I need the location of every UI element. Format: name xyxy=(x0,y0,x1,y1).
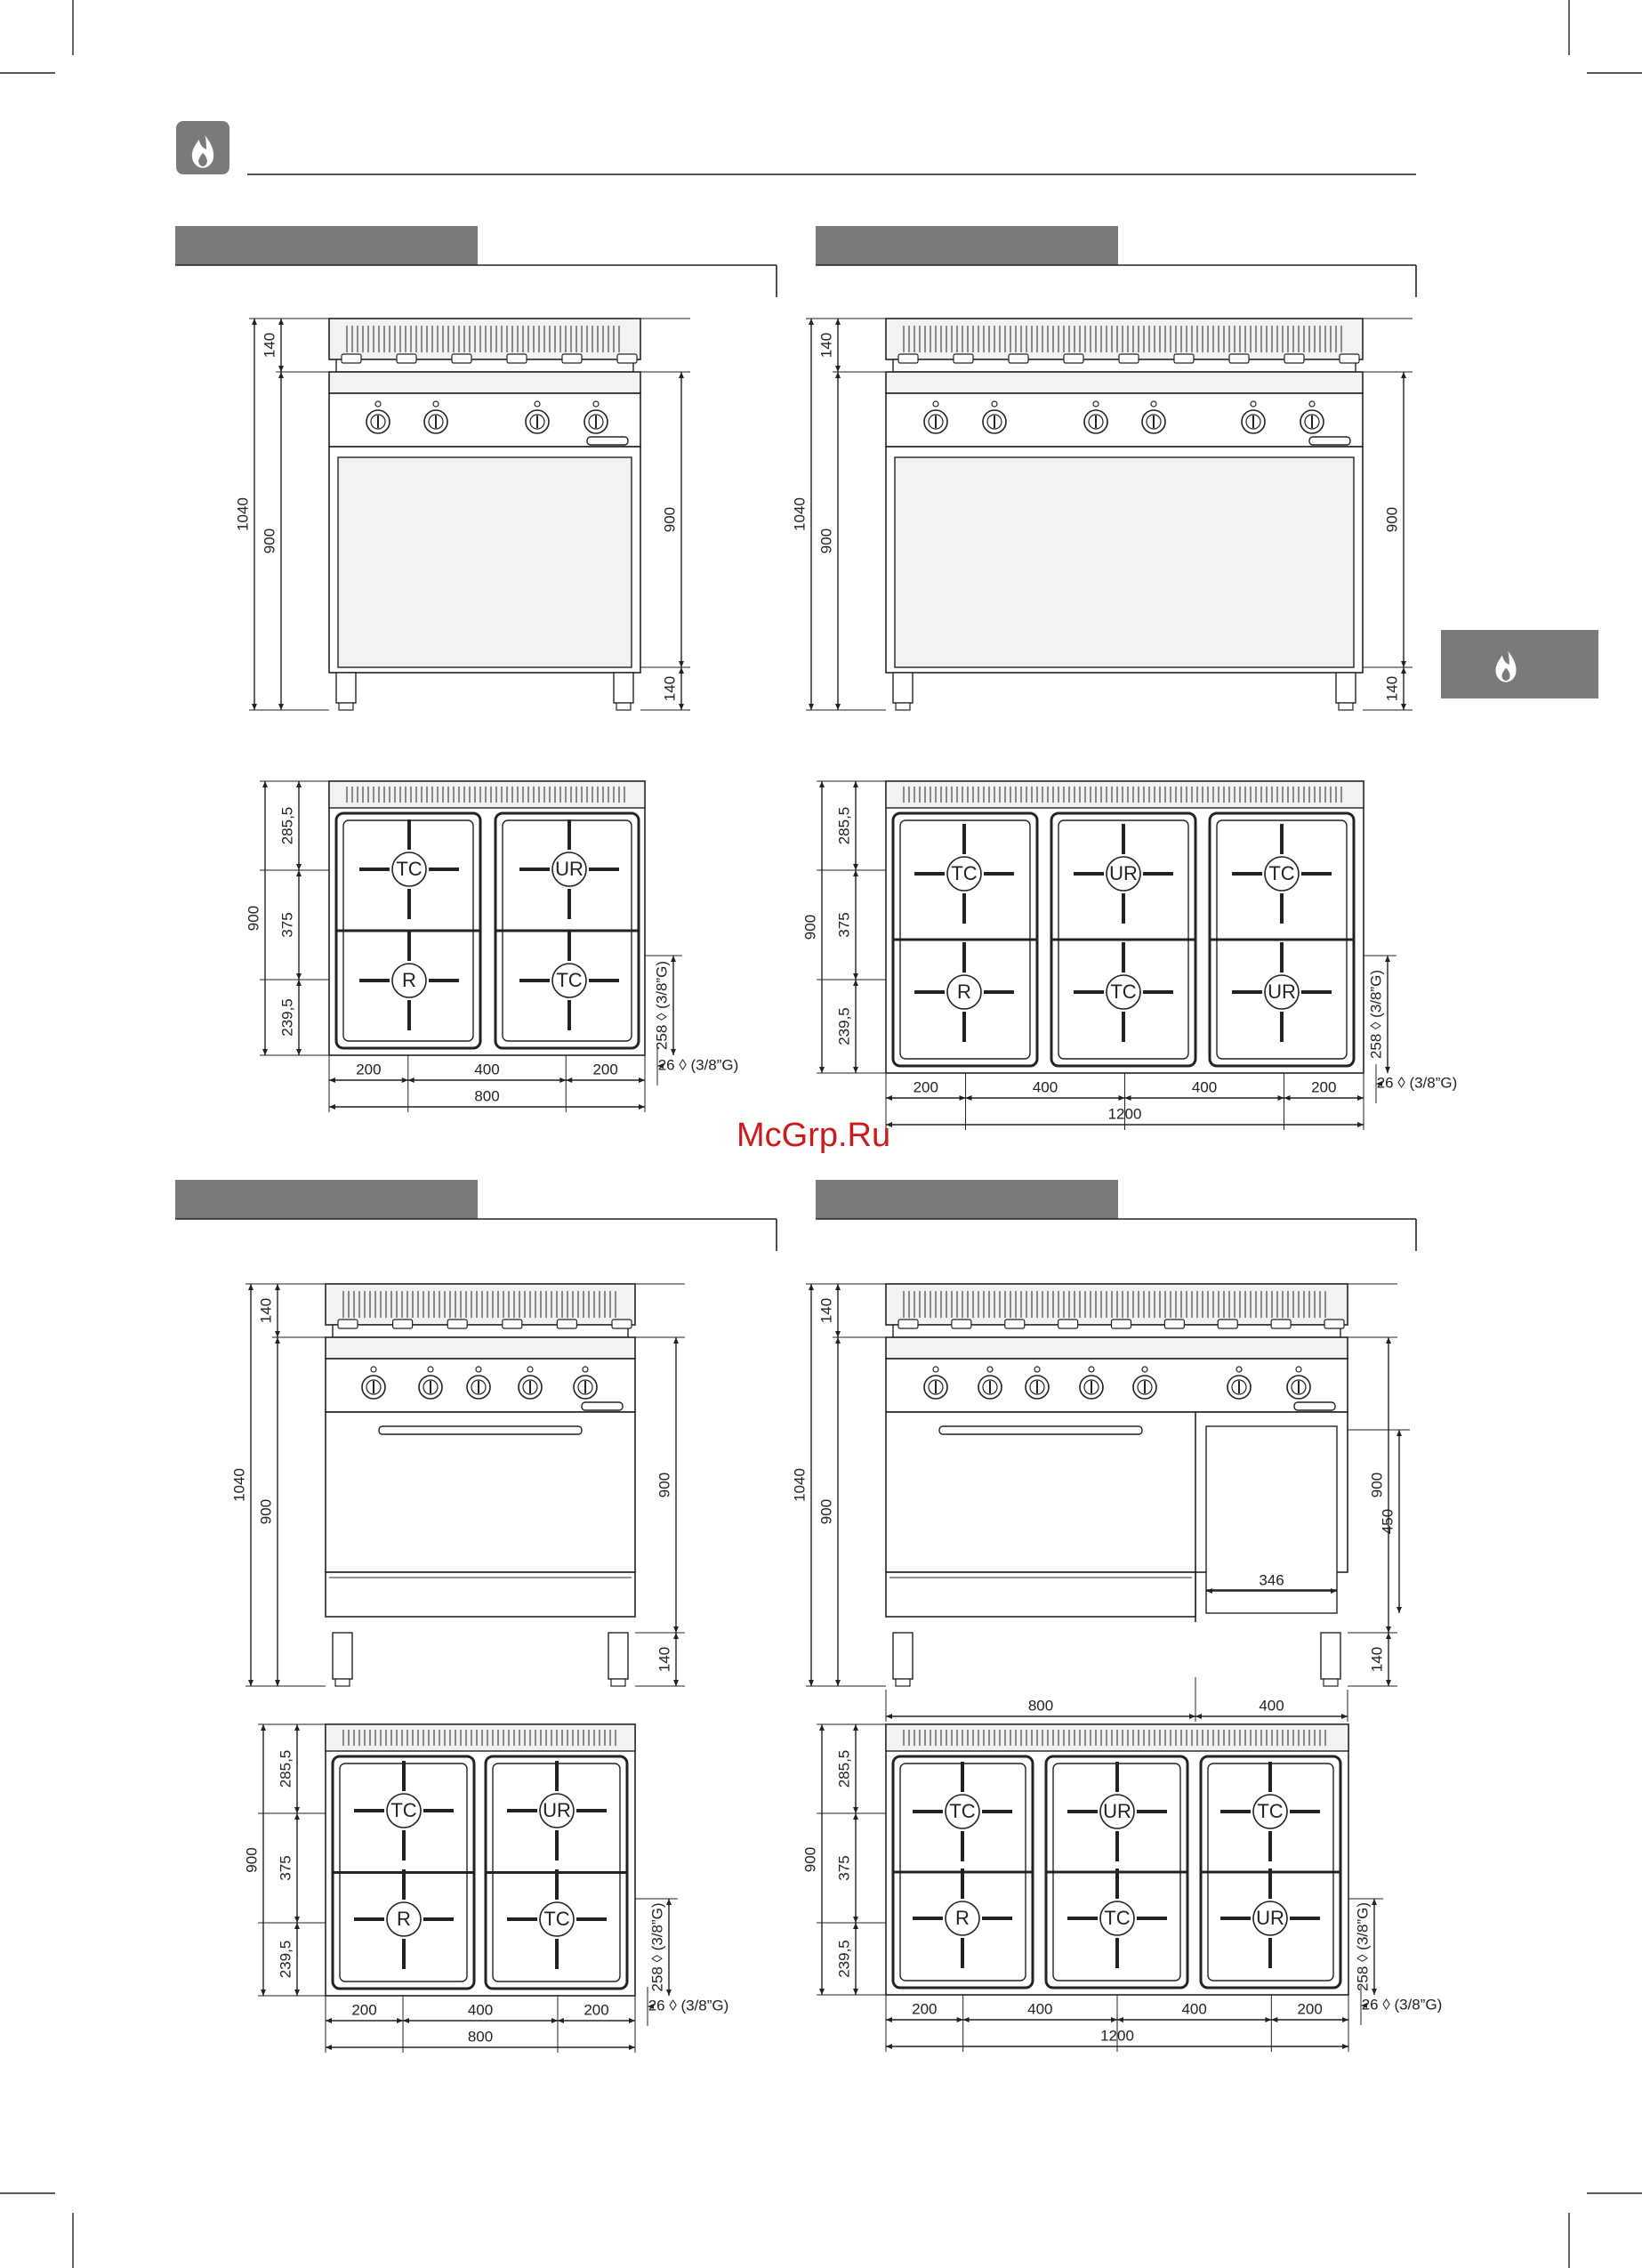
dimension-arrow xyxy=(408,1078,415,1083)
open-cabinet-opening xyxy=(895,457,1354,667)
burner-cap xyxy=(562,354,582,363)
burner-label: R xyxy=(402,968,416,991)
side-tab xyxy=(1441,630,1598,698)
dimension-arrow xyxy=(809,1680,814,1686)
section-4-burner-gas-oven xyxy=(175,1180,777,2053)
burner-cap xyxy=(1271,1320,1291,1328)
dimension-arrow xyxy=(673,1680,679,1686)
dimension-arrow xyxy=(1385,956,1390,962)
dim-width-segment: 200 xyxy=(592,1061,618,1078)
leg-foot xyxy=(1324,1679,1338,1686)
burner-label: UR xyxy=(1268,980,1296,1003)
dimension-arrow xyxy=(819,781,825,787)
brand-plate xyxy=(587,437,628,445)
dim-cabinet-module-width: 400 xyxy=(1259,1697,1284,1715)
dimension-arrow xyxy=(262,781,268,787)
oven-handle xyxy=(379,1426,582,1434)
dimension-arrow xyxy=(853,870,858,876)
dimension-arrow xyxy=(296,973,302,980)
burner-label: TC xyxy=(390,1798,417,1821)
dimension-arrow xyxy=(551,2018,558,2023)
dim-depth: 900 xyxy=(801,1846,819,1873)
burner-cap xyxy=(1324,1320,1344,1328)
burner-cap xyxy=(452,354,471,363)
dim-rear-offset: 285,5 xyxy=(835,806,853,845)
hob-band xyxy=(326,1337,635,1359)
dim-width-segment: 200 xyxy=(351,2001,377,2019)
dimension-arrow xyxy=(1341,1714,1348,1719)
dimension-arrow xyxy=(261,1990,266,1996)
dimension-arrow xyxy=(1189,1714,1195,1719)
dim-total-height: 1040 xyxy=(791,497,809,531)
burner-label: TC xyxy=(1268,861,1295,884)
dimension-arrow xyxy=(1357,1122,1364,1127)
dimension-arrow xyxy=(1401,667,1406,674)
burner-label: UR xyxy=(543,1798,571,1821)
dimension-arrow xyxy=(819,1989,825,1995)
dimension-arrow xyxy=(402,1078,408,1083)
dimension-arrow xyxy=(835,372,841,378)
dimension-arrow xyxy=(248,1284,254,1290)
dimension-arrow xyxy=(1117,2017,1123,2022)
dim-width-segment: 200 xyxy=(913,1078,938,1096)
dimension-arrow xyxy=(252,319,257,325)
dim-gas-inlet-height: 258 ◊ (3/8”G) xyxy=(1354,1901,1372,1992)
section-title-tab xyxy=(175,1180,478,1219)
dim-width-segment: 200 xyxy=(356,1061,382,1078)
burner-label: R xyxy=(955,1906,970,1929)
dimension-arrow xyxy=(671,956,676,962)
dimension-arrow xyxy=(278,372,284,378)
dimension-arrow xyxy=(326,2018,332,2023)
dim-cabinet-width: 346 xyxy=(1259,1571,1284,1589)
burner-cap xyxy=(503,1320,522,1328)
adjustable-leg xyxy=(893,1633,913,1679)
dim-oven-width: 800 xyxy=(1027,1697,1054,1715)
burner-cap xyxy=(397,354,416,363)
dimension-arrow xyxy=(1284,1095,1291,1101)
burner-cap xyxy=(393,1320,413,1328)
burner-cap xyxy=(898,354,918,363)
dim-worktop-height: 900 xyxy=(257,1498,275,1525)
dim-width-segment: 200 xyxy=(1297,2000,1323,2018)
dim-width-segment: 400 xyxy=(1181,2000,1207,2018)
dimension-arrow xyxy=(966,1095,972,1101)
dim-width-segment: 400 xyxy=(467,2001,494,2019)
dimension-arrow xyxy=(326,2045,332,2050)
dimension-arrow xyxy=(1342,2017,1348,2022)
dimension-arrow xyxy=(262,1049,268,1055)
section-title-tab xyxy=(175,226,478,265)
dimension-arrow xyxy=(275,1284,280,1290)
brand-plate xyxy=(1309,437,1350,445)
dimension-arrow xyxy=(296,781,302,787)
dimension-arrow xyxy=(853,1813,858,1820)
burner-label: TC xyxy=(1104,1906,1131,1929)
dimension-arrow xyxy=(329,1078,335,1083)
section-title-tab xyxy=(816,1180,1118,1219)
dimension-arrow xyxy=(666,1990,672,1996)
dimension-arrow xyxy=(679,372,684,378)
oven-base xyxy=(886,1572,1195,1617)
dimension-arrow xyxy=(403,2018,409,2023)
leg-foot xyxy=(896,703,910,710)
dimension-arrow xyxy=(294,1724,300,1731)
dimension-arrow xyxy=(1386,1680,1391,1686)
dim-worktop-height: 900 xyxy=(817,528,835,554)
dim-depth: 900 xyxy=(245,905,262,932)
dim-gas-inlet-height: 258 ◊ (3/8”G) xyxy=(648,1902,666,1992)
dim-burner-spacing: 375 xyxy=(835,912,853,938)
dimension-arrow xyxy=(1385,1067,1390,1073)
dim-width-segment: 400 xyxy=(1032,1078,1058,1096)
dim-backsplash-height: 140 xyxy=(817,332,835,359)
dimension-arrow xyxy=(679,704,684,710)
dim-total-width: 800 xyxy=(467,2028,494,2046)
dimension-arrow xyxy=(673,1626,679,1633)
leg-foot xyxy=(896,1679,910,1686)
dimension-arrow xyxy=(252,704,257,710)
burner-label: R xyxy=(957,980,971,1003)
dimension-arrow xyxy=(296,864,302,870)
burner-cap xyxy=(1064,354,1083,363)
burner-cap xyxy=(1340,354,1359,363)
dimension-arrow xyxy=(261,1724,266,1731)
dim-width-segment: 400 xyxy=(1191,1078,1218,1096)
dim-total-height: 1040 xyxy=(791,1468,809,1502)
burner-cap xyxy=(1119,354,1139,363)
dimension-arrow xyxy=(835,366,841,372)
burner-cap xyxy=(612,1320,632,1328)
leg-foot xyxy=(611,1679,625,1686)
dim-backsplash-height: 140 xyxy=(261,332,278,359)
dim-right-900: 900 xyxy=(1368,1472,1386,1498)
dimension-arrow xyxy=(1386,1337,1391,1344)
dimension-arrow xyxy=(629,2018,635,2023)
dim-total-height: 1040 xyxy=(234,497,252,531)
dimension-arrow xyxy=(1386,1633,1391,1639)
section-title-tab xyxy=(816,226,1118,265)
dimension-arrow xyxy=(1372,1989,1377,1995)
leg-foot xyxy=(616,703,631,710)
dimension-arrow xyxy=(1357,1095,1364,1101)
burner-label: TC xyxy=(1110,980,1137,1003)
burner-cap xyxy=(1005,1320,1025,1328)
dimension-arrow xyxy=(1397,1607,1402,1613)
burner-cap xyxy=(898,1320,918,1328)
burner-cap xyxy=(1218,1320,1237,1328)
dimension-arrow xyxy=(679,667,684,674)
dim-worktop-height: 900 xyxy=(817,1498,835,1525)
dimension-arrow xyxy=(886,2017,892,2022)
dim-gas-inlet-height: 258 ◊ (3/8”G) xyxy=(653,960,671,1051)
dim-depth: 900 xyxy=(243,1847,261,1873)
dimension-arrow xyxy=(666,1899,672,1905)
adjustable-leg xyxy=(608,1633,628,1679)
oven-base xyxy=(326,1572,635,1617)
dimension-arrow xyxy=(296,870,302,876)
dimension-arrow xyxy=(294,1990,300,1996)
leg-foot xyxy=(335,1679,350,1686)
burner-cap xyxy=(1284,354,1304,363)
dimension-arrow xyxy=(853,864,858,870)
dimension-arrow xyxy=(1265,2017,1271,2022)
control-panel xyxy=(886,1359,1348,1412)
dim-right-leg: 140 xyxy=(656,1646,673,1673)
dim-backsplash-height: 140 xyxy=(257,1297,275,1324)
adjustable-leg xyxy=(336,673,356,703)
section-4-burner-open-cabinet xyxy=(175,226,777,1112)
dimension-arrow xyxy=(294,1807,300,1813)
brand-plate xyxy=(582,1402,623,1410)
dimension-arrow xyxy=(1271,2017,1277,2022)
hob-band xyxy=(886,372,1363,393)
dimension-arrow xyxy=(835,1337,841,1344)
burner-cap xyxy=(338,1320,358,1328)
dimension-arrow xyxy=(397,2018,403,2023)
dimension-arrow xyxy=(1401,372,1406,378)
dimension-arrow xyxy=(853,1917,858,1923)
dimension-arrow xyxy=(835,1680,841,1686)
burner-cap xyxy=(1174,354,1194,363)
dimension-arrow xyxy=(853,1807,858,1813)
leg-foot xyxy=(1339,703,1353,710)
dimension-arrow xyxy=(853,781,858,787)
dimension-arrow xyxy=(809,319,814,325)
dim-width-segment: 200 xyxy=(1311,1078,1337,1096)
burner-label: TC xyxy=(543,1907,570,1930)
dim-worktop-height: 900 xyxy=(261,528,278,554)
dim-width-segment: 400 xyxy=(474,1061,500,1078)
dimension-arrow xyxy=(275,1680,280,1686)
dimension-arrow xyxy=(853,1923,858,1929)
dim-front-offset: 239,5 xyxy=(278,998,296,1037)
dim-right-900: 900 xyxy=(1383,506,1401,533)
burner-label: UR xyxy=(1103,1799,1131,1822)
burner-label: TC xyxy=(951,861,978,884)
dim-gas-side: 26 ◊ (3/8”G) xyxy=(1376,1074,1458,1092)
dimension-arrow xyxy=(853,1067,858,1073)
hob-band xyxy=(329,372,640,393)
dimension-arrow xyxy=(835,319,841,325)
dimension-arrow xyxy=(294,1923,300,1929)
dimension-arrow xyxy=(294,1917,300,1923)
adjustable-leg xyxy=(333,1633,352,1679)
dimension-arrow xyxy=(1278,1095,1284,1101)
control-panel xyxy=(886,393,1363,447)
dimension-arrow xyxy=(329,1104,335,1110)
watermark: McGrp.Ru xyxy=(736,1117,891,1154)
dimension-arrow xyxy=(960,1095,966,1101)
dim-burner-spacing: 375 xyxy=(278,912,296,938)
dimension-arrow xyxy=(566,1078,572,1083)
pan-support-rail xyxy=(336,359,633,372)
dimension-arrow xyxy=(1125,1095,1131,1101)
dimension-arrow xyxy=(1401,704,1406,710)
open-cabinet-opening xyxy=(338,457,632,667)
dimension-arrow xyxy=(819,1067,825,1073)
dim-gas-side: 26 ◊ (3/8”G) xyxy=(648,1997,729,2014)
burner-cap xyxy=(1229,354,1249,363)
dim-rear-offset: 285,5 xyxy=(278,806,296,845)
top-backsplash xyxy=(886,781,1364,808)
adjustable-leg xyxy=(614,673,633,703)
burner-label: TC xyxy=(949,1799,976,1822)
burner-cap xyxy=(447,1320,467,1328)
dim-burner-spacing: 375 xyxy=(277,1855,294,1881)
dimension-arrow xyxy=(275,1331,280,1337)
dimension-arrow xyxy=(278,704,284,710)
dim-right-900: 900 xyxy=(661,506,679,533)
burner-label: UR xyxy=(1109,861,1138,884)
dimension-arrow xyxy=(294,1813,300,1820)
burner-cap xyxy=(617,354,637,363)
dimension-arrow xyxy=(819,1724,825,1731)
backsplash xyxy=(329,319,640,359)
dim-backsplash-height: 140 xyxy=(817,1297,835,1324)
dimension-arrow xyxy=(296,1049,302,1055)
burner-cap xyxy=(954,354,973,363)
burner-cap xyxy=(342,354,361,363)
dimension-arrow xyxy=(1119,1095,1125,1101)
burner-cap xyxy=(1112,1320,1131,1328)
dimension-arrow xyxy=(296,980,302,986)
dim-right-leg: 140 xyxy=(1368,1646,1386,1673)
dimension-arrow xyxy=(886,1095,892,1101)
burner-cap xyxy=(1164,1320,1184,1328)
dimension-arrow xyxy=(835,1284,841,1290)
dim-front-offset: 239,5 xyxy=(277,1940,294,1979)
dimension-arrow xyxy=(639,1104,645,1110)
dim-right-leg: 140 xyxy=(661,675,679,702)
section-6-burner-oven-and-cabinet xyxy=(791,1180,1442,2052)
dim-front-offset: 239,5 xyxy=(835,1940,853,1978)
adjustable-leg xyxy=(893,673,913,703)
dimension-arrow xyxy=(1195,1714,1202,1719)
dimension-arrow xyxy=(673,1337,679,1344)
burner-cap xyxy=(1009,354,1028,363)
dimension-arrow xyxy=(809,1284,814,1290)
dimension-arrow xyxy=(278,366,284,372)
dim-burner-spacing: 375 xyxy=(835,1855,853,1881)
dimension-arrow xyxy=(853,1724,858,1731)
dimension-arrow xyxy=(1111,2017,1117,2022)
adjustable-leg xyxy=(1321,1633,1340,1679)
burner-cap xyxy=(557,1320,576,1328)
burner-label: TC xyxy=(556,968,583,991)
dim-right-900: 900 xyxy=(656,1472,673,1498)
dimension-arrow xyxy=(558,2018,564,2023)
dim-gas-side: 26 ◊ (3/8”G) xyxy=(657,1056,739,1074)
oven-handle xyxy=(939,1426,1142,1434)
brand-plate xyxy=(1294,1402,1335,1410)
dim-depth: 900 xyxy=(801,914,819,940)
pan-support-rail xyxy=(333,1325,628,1337)
dimension-arrow xyxy=(629,2045,635,2050)
dim-front-offset: 239,5 xyxy=(835,1007,853,1045)
section-6-burner-open-cabinet xyxy=(791,226,1457,1130)
burner-cap xyxy=(1058,1320,1078,1328)
dimension-arrow xyxy=(835,704,841,710)
dim-total-width: 1200 xyxy=(1100,2027,1134,2045)
dimension-arrow xyxy=(248,1680,254,1686)
dim-right-leg: 140 xyxy=(1383,675,1401,702)
dimension-arrow xyxy=(679,661,684,667)
dim-total-height: 1040 xyxy=(230,1468,248,1502)
burner-label: UR xyxy=(1256,1906,1284,1929)
dimension-arrow xyxy=(639,1078,645,1083)
burner-cap xyxy=(507,354,527,363)
dim-width-segment: 400 xyxy=(1027,2000,1053,2018)
dimension-arrow xyxy=(275,1337,280,1344)
dimension-arrow xyxy=(1397,1430,1402,1436)
dim-gas-inlet-height: 258 ◊ (3/8”G) xyxy=(1367,969,1385,1060)
dimension-arrow xyxy=(1372,1899,1377,1905)
dimension-arrow xyxy=(673,1633,679,1639)
dim-rear-offset: 285,5 xyxy=(835,1749,853,1788)
dimension-arrow xyxy=(835,1331,841,1337)
dimension-arrow xyxy=(1401,661,1406,667)
burner-label: TC xyxy=(1257,1799,1284,1822)
dimension-arrow xyxy=(1386,1626,1391,1633)
dim-width-segment: 200 xyxy=(584,2001,609,2019)
dimension-arrow xyxy=(886,2044,892,2049)
dimension-arrow xyxy=(1342,2044,1348,2049)
dimension-arrow xyxy=(963,2017,970,2022)
dimension-arrow xyxy=(886,1714,892,1719)
dim-width-segment: 200 xyxy=(912,2000,938,2018)
oven-door xyxy=(326,1412,635,1572)
dimension-arrow xyxy=(853,980,858,986)
dim-total-width: 1200 xyxy=(1107,1105,1142,1123)
dimension-arrow xyxy=(559,1078,566,1083)
leg-foot xyxy=(339,703,353,710)
burner-cap xyxy=(952,1320,971,1328)
dim-gas-side: 26 ◊ (3/8”G) xyxy=(1361,1996,1443,2014)
dim-cabinet-height: 450 xyxy=(1379,1508,1397,1535)
dimension-arrow xyxy=(957,2017,963,2022)
hob-band xyxy=(886,1337,1348,1359)
dimension-arrow xyxy=(809,704,814,710)
adjustable-leg xyxy=(1336,673,1356,703)
dim-rear-offset: 285,5 xyxy=(277,1749,294,1788)
dimension-arrow xyxy=(278,319,284,325)
dim-total-width: 800 xyxy=(474,1087,500,1105)
dimension-arrow xyxy=(671,1049,676,1055)
burner-label: R xyxy=(397,1907,411,1930)
dimension-arrow xyxy=(853,973,858,980)
dimension-arrow xyxy=(853,1989,858,1995)
burner-label: TC xyxy=(396,857,423,880)
burner-label: UR xyxy=(555,857,584,880)
